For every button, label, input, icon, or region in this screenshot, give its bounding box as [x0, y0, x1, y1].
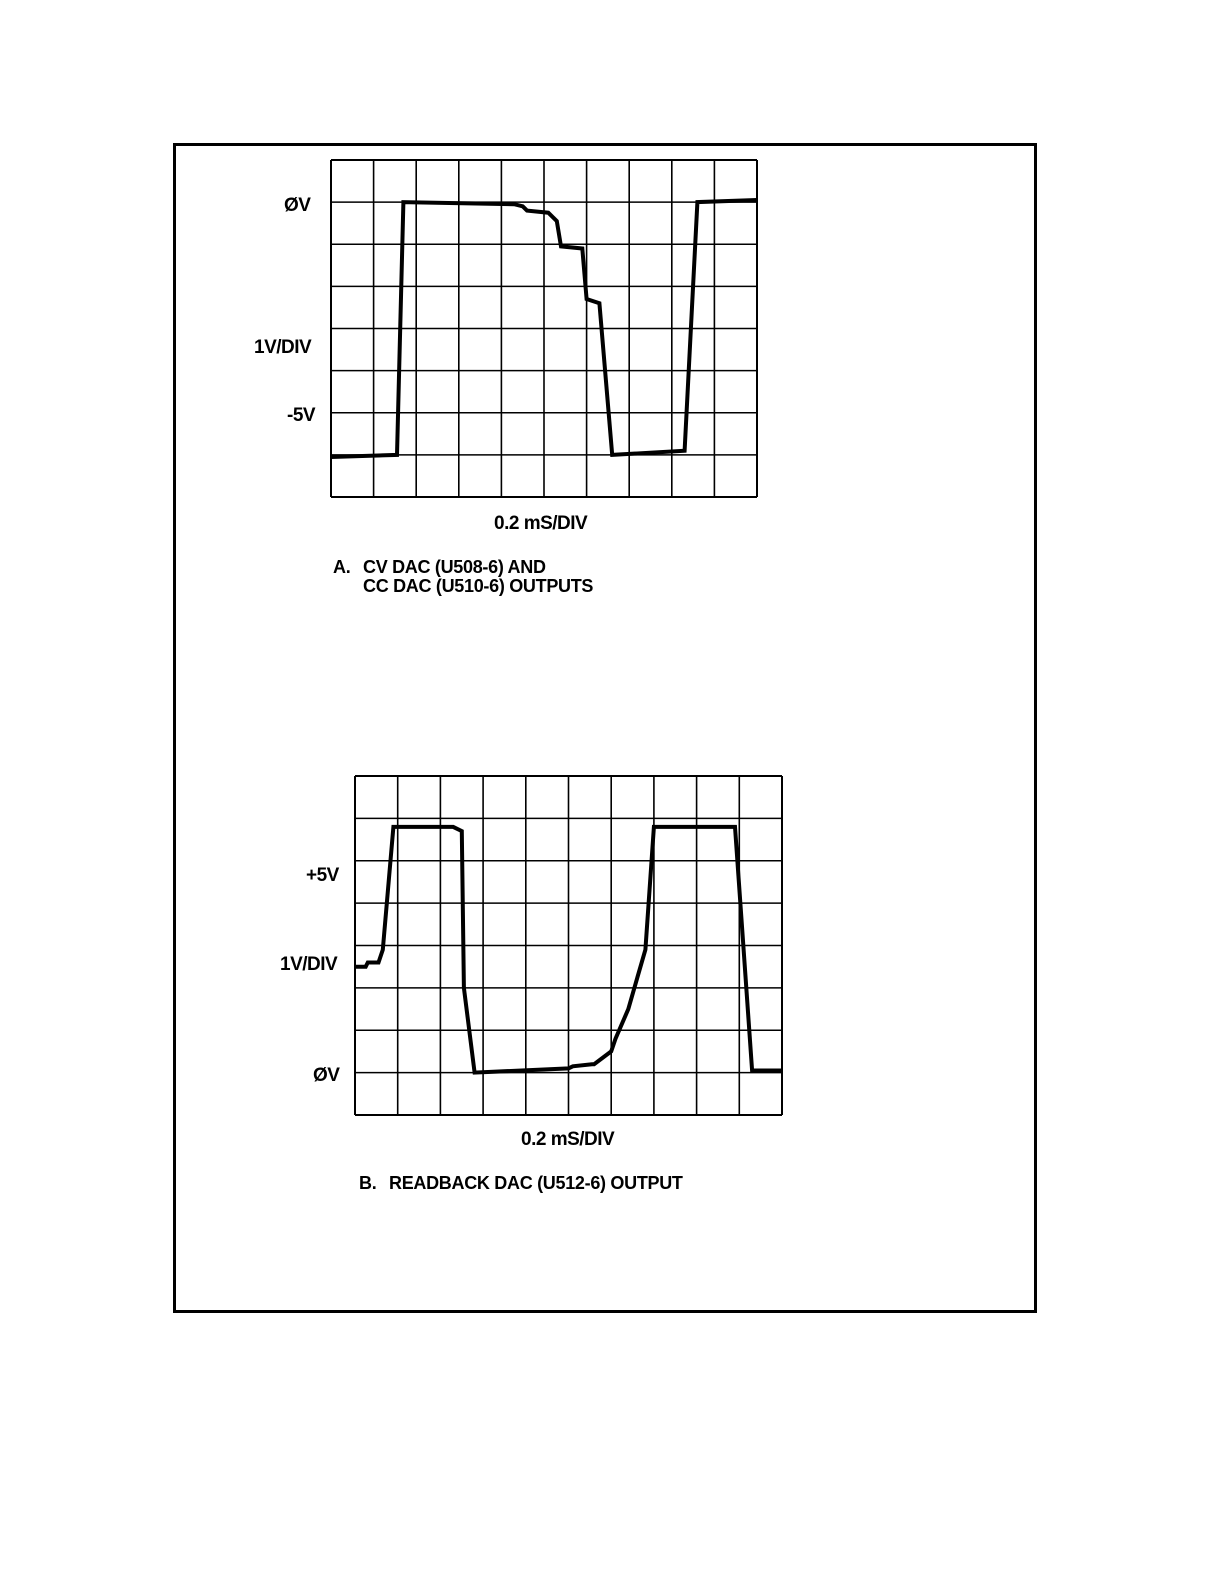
plot-a — [331, 160, 757, 497]
plot-b-plus-five-volt-label: +5V — [306, 865, 339, 886]
plot-b-caption — [359, 1174, 683, 1193]
plot-a-caption-line2: CC DAC (U510-6) OUTPUTS — [363, 575, 594, 596]
plot-b — [355, 776, 782, 1115]
plot-b-time-per-div-label: 0.2 mS/DIV — [521, 1129, 615, 1150]
plot-b-caption-line1: READBACK DAC (U512-6) OUTPUT — [389, 1173, 683, 1193]
plot-a-caption — [333, 558, 593, 596]
plot-a-caption-prefix: A. — [333, 557, 351, 577]
plot-a-minus-five-volt-label: -5V — [287, 405, 316, 426]
plot-a-volts-per-div-label: 1V/DIV — [254, 337, 312, 358]
plot-a-time-per-div-label: 0.2 mS/DIV — [494, 513, 588, 534]
plot-b-caption-prefix: B. — [359, 1173, 377, 1193]
plot-a-caption-line1: CV DAC (U508-6) AND — [363, 557, 546, 577]
plot-a-zero-volt-label: ØV — [284, 195, 311, 216]
plot-b-zero-volt-label: ØV — [313, 1065, 340, 1086]
plot-b-volts-per-div-label: 1V/DIV — [280, 954, 338, 975]
